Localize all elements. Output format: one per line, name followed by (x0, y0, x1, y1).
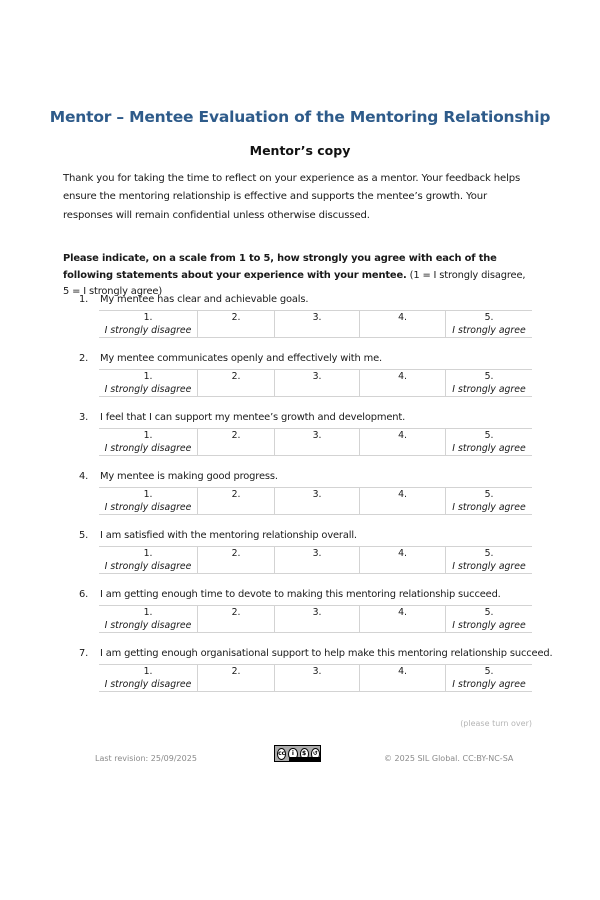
rating-option-3[interactable] (274, 547, 359, 573)
rating-number: 1. (143, 666, 153, 677)
rating-option-4[interactable] (359, 665, 445, 691)
rating-number: 5. (484, 666, 494, 677)
question-statement: My mentee has clear and achievable goals. (100, 294, 309, 305)
question-statement: I am getting enough time to devote to making this mentoring relationship succeed. (100, 589, 501, 600)
rating-option-5[interactable] (445, 665, 532, 691)
question-number: 4. (79, 471, 89, 482)
question-statement: I am getting enough organisational support to help make this mentoring relationship succeed. (100, 648, 553, 659)
rating-number: 4. (398, 489, 407, 500)
rating-number: 3. (312, 312, 322, 323)
rating-number: 5. (484, 430, 494, 441)
question-text-line (79, 528, 539, 544)
rating-scale (99, 310, 532, 338)
rating-number: 4. (398, 607, 407, 618)
rating-option-3[interactable] (274, 488, 359, 514)
rating-number: 1. (143, 489, 153, 500)
rating-option-4[interactable] (359, 370, 445, 396)
rating-number: 1. (143, 607, 153, 618)
rating-scale (99, 605, 532, 633)
question-number: 2. (79, 353, 89, 364)
rating-option-3[interactable] (274, 311, 359, 337)
rating-scale (99, 369, 532, 397)
page-title: Mentor – Mentee Evaluation of the Mentoring Relationship (49, 108, 551, 126)
rating-label-agree: I strongly agree (452, 443, 526, 454)
rating-option-5[interactable] (445, 488, 532, 514)
rating-label-disagree: I strongly disagree (104, 502, 192, 513)
rating-number: 4. (398, 371, 407, 382)
question-statement: I feel that I can support my mentee’s growth and development. (100, 412, 406, 423)
rating-number: 1. (143, 548, 153, 559)
rating-number: 3. (312, 607, 322, 618)
copy-subtitle: Mentor’s copy (249, 143, 351, 158)
question-number: 1. (79, 294, 89, 305)
question-item (79, 469, 539, 513)
rating-number: 2. (231, 489, 241, 500)
rating-option-1[interactable] (99, 370, 197, 396)
question-number: 5. (79, 530, 89, 541)
question-text-line (79, 292, 539, 308)
instruction-bold-text: Please indicate, on a scale from 1 to 5, how strongly you agree with each of the following statements about your experience with your mentee. (63, 253, 497, 281)
rating-option-3[interactable] (274, 429, 359, 455)
rating-label-agree: I strongly agree (452, 384, 526, 395)
rating-label-agree: I strongly agree (452, 502, 526, 513)
rating-label-agree: I strongly agree (452, 620, 526, 631)
question-item (79, 292, 539, 336)
rating-number: 3. (312, 430, 322, 441)
question-text-line (79, 646, 553, 662)
last-revision: Last revision: 25/09/2025 (95, 754, 197, 763)
question-statement: My mentee communicates openly and effectively with me. (100, 353, 383, 364)
rating-scale (99, 546, 532, 574)
question-statement: I am satisfied with the mentoring relationship overall. (100, 530, 357, 541)
rating-number: 3. (312, 371, 322, 382)
rating-option-4[interactable] (359, 488, 445, 514)
rating-option-5[interactable] (445, 311, 532, 337)
instruction-scale-note: (1 = I strongly disagree, 5 = I strongly agree) (63, 269, 526, 297)
rating-number: 3. (312, 666, 322, 677)
rating-number: 2. (231, 312, 241, 323)
rating-number: 2. (231, 548, 241, 559)
rating-label-disagree: I strongly disagree (104, 679, 192, 690)
question-statement: My mentee is making good progress. (100, 471, 278, 482)
question-text-line (79, 351, 539, 367)
rating-option-2[interactable] (197, 429, 274, 455)
rating-label-disagree: I strongly disagree (104, 561, 192, 572)
rating-number: 5. (484, 371, 494, 382)
rating-option-5[interactable] (445, 429, 532, 455)
rating-option-2[interactable] (197, 370, 274, 396)
question-item (79, 351, 539, 395)
rating-option-1[interactable] (99, 311, 197, 337)
rating-option-3[interactable] (274, 370, 359, 396)
cc-license-badge-icon: cc i $ ↺ (274, 745, 321, 762)
question-number: 6. (79, 589, 89, 600)
intro-paragraph: Thank you for taking the time to reflect on your experience as a mentor. Your feedback helps ensure the mentoring relationship is effective and supports the mentee’s growth. Your responses will remain confidential unless otherwise discussed. (63, 173, 521, 221)
rating-option-4[interactable] (359, 606, 445, 632)
rating-option-5[interactable] (445, 370, 532, 396)
rating-number: 2. (231, 371, 241, 382)
question-number: 7. (79, 648, 89, 659)
rating-option-4[interactable] (359, 311, 445, 337)
rating-number: 3. (312, 548, 322, 559)
rating-number: 3. (312, 489, 322, 500)
rating-number: 5. (484, 607, 494, 618)
rating-number: 4. (398, 666, 407, 677)
rating-label-disagree: I strongly disagree (104, 325, 192, 336)
rating-option-1[interactable] (99, 429, 197, 455)
turn-over-note: (please turn over) (460, 719, 532, 728)
rating-scale (99, 428, 532, 456)
rating-option-2[interactable] (197, 665, 274, 691)
rating-option-5[interactable] (445, 547, 532, 573)
rating-option-4[interactable] (359, 547, 445, 573)
question-number: 3. (79, 412, 89, 423)
rating-option-1[interactable] (99, 488, 197, 514)
question-item (79, 528, 539, 572)
rating-option-2[interactable] (197, 311, 274, 337)
question-item (79, 587, 539, 631)
copyright-notice: © 2025 SIL Global. CC:BY-NC-SA (384, 754, 514, 763)
rating-number: 5. (484, 548, 494, 559)
rating-option-1[interactable] (99, 547, 197, 573)
question-item (79, 410, 539, 454)
rating-option-2[interactable] (197, 606, 274, 632)
rating-label-disagree: I strongly disagree (104, 620, 192, 631)
rating-scale (99, 487, 532, 515)
question-text-line (79, 410, 539, 426)
rating-option-1[interactable] (99, 606, 197, 632)
question-text-line (79, 587, 539, 603)
rating-label-agree: I strongly agree (452, 679, 526, 690)
rating-label-disagree: I strongly disagree (104, 443, 192, 454)
rating-option-4[interactable] (359, 429, 445, 455)
rating-option-3[interactable] (274, 606, 359, 632)
rating-scale (99, 664, 532, 692)
rating-number: 2. (231, 607, 241, 618)
rating-number: 4. (398, 548, 407, 559)
rating-label-agree: I strongly agree (452, 561, 526, 572)
rating-number: 5. (484, 489, 494, 500)
rating-number: 1. (143, 312, 153, 323)
rating-label-disagree: I strongly disagree (104, 384, 192, 395)
rating-label-agree: I strongly agree (452, 325, 526, 336)
rating-option-1[interactable] (99, 665, 197, 691)
question-text-line (79, 469, 539, 485)
rating-number: 1. (143, 371, 153, 382)
rating-number: 2. (231, 666, 241, 677)
rating-option-3[interactable] (274, 665, 359, 691)
rating-number: 4. (398, 430, 407, 441)
question-item (79, 646, 553, 690)
rating-option-5[interactable] (445, 606, 532, 632)
rating-number: 1. (143, 430, 153, 441)
rating-number: 4. (398, 312, 407, 323)
rating-number: 5. (484, 312, 494, 323)
rating-option-2[interactable] (197, 488, 274, 514)
rating-option-2[interactable] (197, 547, 274, 573)
rating-number: 2. (231, 430, 241, 441)
